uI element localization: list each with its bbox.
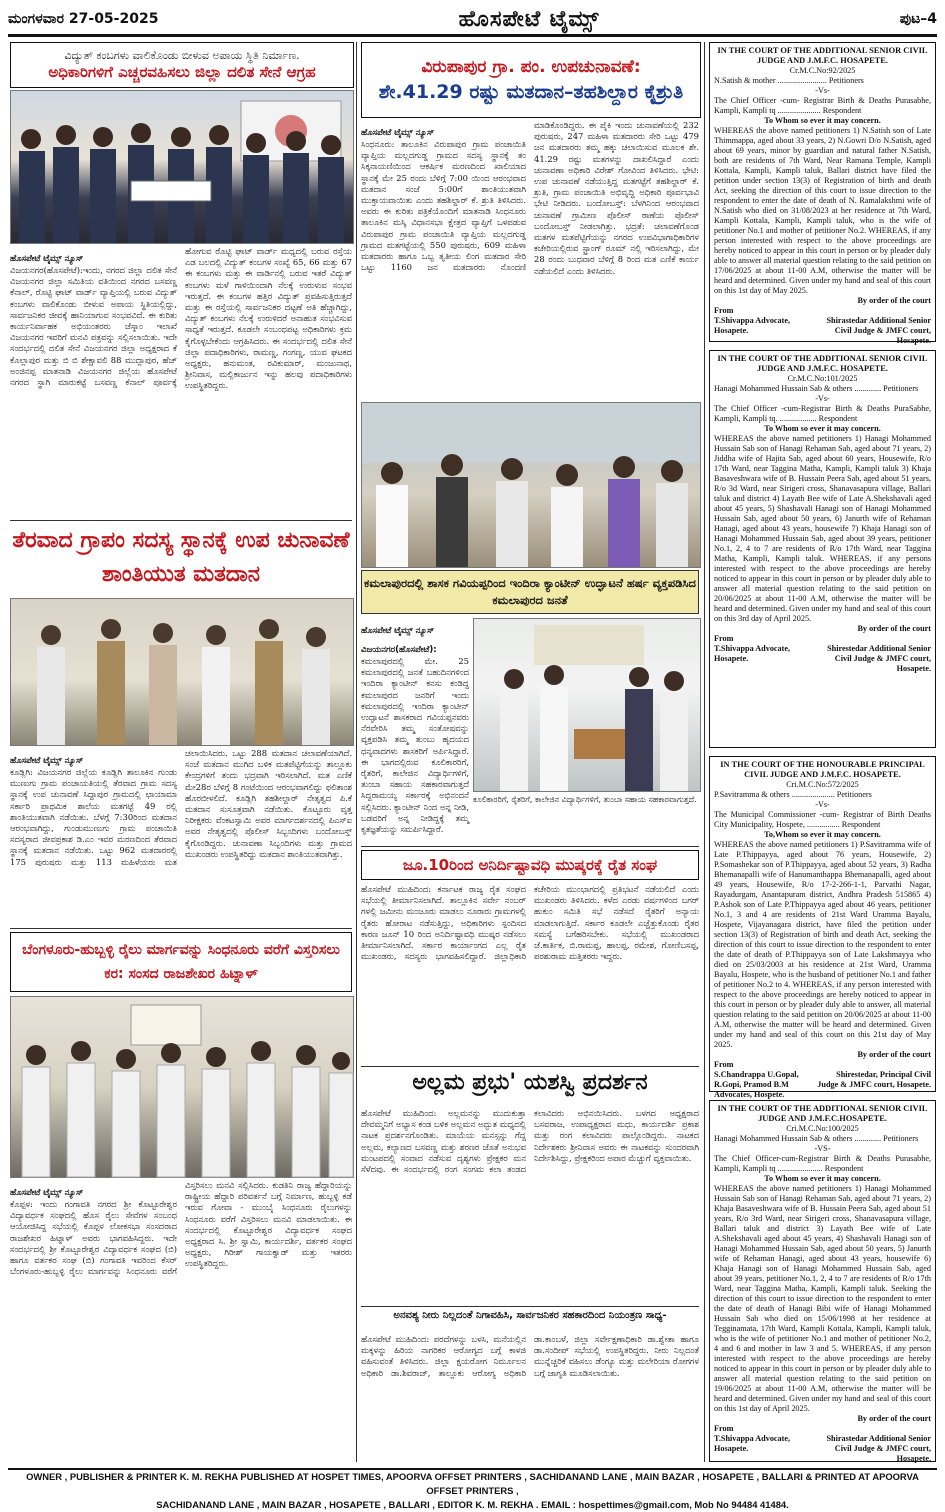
notice-vs: -Vs- bbox=[815, 800, 830, 809]
section-divider bbox=[10, 520, 352, 521]
story3-headline: ಬೆಂಗಳೂರು-ಹುಬ್ಬಳ್ಳಿ ರೈಲು ಮಾರ್ಗವನ್ನು ಸಿಂಧನೂರು ವರೆಗೆ ವಿಸ್ತರಿಸಲು ಕರ: ಸಂಸದ ರಾಜಶೇಖರ ಹಿಟ್ನಾಳ್ bbox=[22, 942, 340, 982]
story1-byline: ಹೊಸಪೇಟೆ ಟೈಮ್ಸ್ ನ್ಯೂಸ್ bbox=[10, 254, 84, 264]
notice-to: To,Whom so ever it may concern. bbox=[764, 830, 881, 839]
notice-court: IN THE COURT OF THE HONOURABLE PRINCIPAL CIVIL JUDGE AND J.M.F.C. HOSAPETE. bbox=[720, 760, 925, 779]
notice-from: From bbox=[714, 306, 734, 315]
notice-case-number: Cri.M.C.No:572/2025 bbox=[786, 780, 859, 789]
story1-headline: ಅಧಿಕಾರಿಗಳಿಗೆ ಎಚ್ಚರವಹಿಸಲು ಜಿಲ್ಲಾ ದಲಿತ ಸೇನೆ ಆಗ್ರಹ bbox=[48, 63, 316, 81]
story2-byline: ಹೊಸಪೇಟೆ ಟೈಮ್ಸ್ ನ್ಯೂಸ್ bbox=[10, 756, 84, 766]
section-divider bbox=[10, 928, 352, 929]
story3-headline-box bbox=[10, 932, 352, 992]
notice-from: From bbox=[714, 1424, 734, 1433]
notice-court: IN THE COURT OF THE ADDITIONAL SENIOR CIVIL JUDGE AND J.M.F.C. HOSAPETE. bbox=[717, 354, 928, 373]
notice-advocate: T.Shivappa Advocate, Hosapete. bbox=[714, 316, 791, 335]
legal-notice-2 bbox=[709, 350, 936, 748]
notice-order: By order of the court bbox=[857, 624, 931, 633]
notice-advocate: S.Chandrappa U.Gopal, R.Gopi, Pramod B.M Advocates, Hospete. bbox=[714, 1070, 799, 1099]
notice-to: To Whom so ever it may concern. bbox=[764, 116, 881, 125]
voters-illustration bbox=[362, 403, 700, 567]
polling-officials-illustration bbox=[11, 599, 353, 745]
story2-body bbox=[10, 748, 352, 924]
notice-petitioner: Hanagi Mohammed Hussain Sab & others ............. Petitioners bbox=[714, 1134, 919, 1143]
imprint-line-1: OWNER , PUBLISHER & PRINTER K. M. REKHA PUBLISHED AT HOSPET TIMES, APOORVA OFFSET PRINTERS , SACHIDANAND LANE , MAIN BAZAR , HOSAPETE , BALLARI & PRINTED AT APOORVA OFFSET PRINTERS , bbox=[26, 1471, 919, 1496]
story2-photo bbox=[10, 598, 354, 746]
notice-body: WHEREAS the above named petitioners 1) N.Satish son of Late Thimmappa, aged about 33 years, 2) N.Gowri D/o N.Satish, aged about 69 years, minor by guardian and natural father N.Satish, both are residents of 7th Ward, Near Ramana Temple, Kampli Kottala, Kampli, Kampli taluk, Ballari district have filed the petition under section 13(3) of Registration of birth and death Act, seeking the direction of this court to issue direction to the respondent to enter the date of death of N. Ramalakshmi wife of N.Satish who died on 31/08/2023 at her residence at 7th Ward, Kampli Kottala, Kampli, Kampli taluk, who is the wife of petitioner No.1 and mother of petitioner No.2. WHEREAS, if any person interested with respect to the above proceedings are hereby noticed to appear in this court in person or by pleader duly able to answer all material question relating to the said petition on 17/06/2025 at about 11-00 A.M, otherwise the matter will be heard and determined. Given under my hand and seal of this court on this 1st day of May 2025. bbox=[714, 126, 931, 295]
notice-signatory: Shirestedar Additional Senior Civil Judge & JMFC court, Hosapete. bbox=[827, 644, 931, 673]
story3-photo bbox=[10, 996, 354, 1178]
issue-date: ಮಂಗಳವಾರ 27-05-2025 bbox=[8, 11, 159, 27]
story6-text: ಹೊಸಪೇಟೆ ಮುಹಿದಿಂದ: ಕರ್ನಾಟಕ ರಾಜ್ಯ ರೈತ ಸಂಘದ ಸಭೆಯಲ್ಲಿ ತೀರ್ಮಾನಿಸಲಾಗಿದೆ. ತಾಲ್ಲೂಕಿನ ಸರ್ವೇ ನಂಬರ್ ಗಳಲ್ಲಿ ಜಮೀನು ಮಂಜೂರು ಮಾಡಲು ನೂರಾರು ಗ್ರಾಮಗಳಲ್ಲಿ ರೈತರು ಹೋರಾಟ ನಡೆಸುತ್ತಿದ್ದು, ಅಧಿಕಾರಿಗಳು ಸ್ಪಂದಿಸದ ಕಾರಣ ಜೂನ್ 10 ರಿಂದ ಅನಿರ್ದಿಷ್ಟಾವಧಿ ಮುಷ್ಕರ ನಡೆಸಲು ತೀರ್ಮಾನಿಸಲಾಗಿದೆ. ಸರ್ಕಾರ ಕಾರ್ಯಾಂಗದ ಎಲ್ಲ ರೈತ ಮುಖಂಡರು, ಸದಸ್ಯರು ಭಾಗವಹಿಸಲಿದ್ದಾರೆ. ಜಿಲ್ಲಾಧಿಕಾರಿ ಕಚೇರಿಯ ಮುಂಭಾಗದಲ್ಲಿ ಪ್ರತಿಭಟನೆ ನಡೆಯಲಿದೆ ಎಂದು ಮುಖಂಡರು ತಿಳಿಸಿದರು. ಕಳೆದ ಎರಡು ವರ್ಷಗಳಿಂದ ಬಗರ್ ಹುಕುಂ ಸಮಿತಿ ಸಭೆ ನಡೆಸದೆ ರೈತರಿಗೆ ಅನ್ಯಾಯ ಮಾಡಲಾಗುತ್ತಿದೆ. ಸರ್ಕಾರ ಕೂಡಲೇ ಎಚ್ಚೆತ್ತುಕೊಂಡು ರೈತರ ಸಮಸ್ಯೆ ಬಗೆಹರಿಸಬೇಕು. ಸಭೆಯಲ್ಲಿ ಮುಖಂಡರಾದ ಜೆ.ಕಾರ್ತಿಕ, ಬಿ.ರಾಮಪ್ಪ, ಹಾಲಪ್ಪ, ರಮೇಶ, ಗೋಣಿಬಸಪ್ಪ, ಪರಶುರಾಮ ಮತ್ತಿತರರು ಇದ್ದರು. bbox=[361, 884, 699, 962]
masthead-bar bbox=[8, 4, 937, 37]
newspaper-name: ಹೊಸಪೇಟೆ ಟೈಮ್ಸ್ bbox=[458, 6, 600, 32]
story1-text: ವಿಜಯನಗರ(ಹೊಸಪೇಟೆ):ಇಂದು, ನಗರದ ಜಿಲ್ಲಾ ದಲಿತ ಸೇನೆ ವಿಜಯನಗರ ಜಿಲ್ಲಾ ಸಮಿತಿಯ ವತಿಯಿಂದ ನಗರದ ಬಸವಣ್ಣ ಕೆನಾಲ್, ರೊಟ್ಟಿ ಘಾಟ್ ವಾರ್ಡ್ ವ್ಯಾಪ್ತಿಯಲ್ಲಿ ಬರುವ ವಿದ್ಯುತ್ ಕಂಬಗಳು ವಾಲಿಕೊಂಡು ಬೀಳುವ ಅಪಾಯ ಸ್ಥಿತಿಯಲ್ಲಿದ್ದು, ಸಾರ್ವಜನಿಕರ ಜೀವಕ್ಕೆ ಹಾನಿಯಾಗುವ ಸಂಭವವಿದೆ. ಈ ಕುರಿತು ಕಾರ್ಯನಿರ್ವಾಹಕ ಅಭಿಯಂತರರು ಜೆಸ್ಕಾಂ ಇಲಾಖೆ ವಿಜಯನಗರ ಇವರಿಗೆ ಮನವಿ ಪತ್ರವನ್ನು ಸಲ್ಲಿಸಲಾಯಿತು. ಇದೇ ಸಂದರ್ಭದಲ್ಲಿ ದಲಿತ ಸೇನೆ ವಿಜಯನಗರ ಜಿಲ್ಲಾ ಅಧ್ಯಕ್ಷರಾದ ಕೆ ಕೊಲ್ಲಾಪುರ ಮತ್ತು ಬಿ ಬಿ ಶೇಕ್ಷಾವಲಿ 88 ಮುದ್ಲಾಪುರ, ಹೆಚ್ ಅಂಜಿನಪ್ಪ ಮಾತನಾಡಿ ವಿಜಯನಗರ ಜಿಲ್ಲೆಯ ಹೊಸಪೇಟೆ ನಗರದ ಸ್ಥಾಗಿ ಮಾರುಕಟ್ಟೆ ಬಸವಣ್ಣ ಕೆನಾಲ್ ಪೂರ್ವಕ್ಕೆ ಹೋಗುವ ರೊಟ್ಟಿ ಘಾಟ್ ವಾರ್ಡ್ ಮಧ್ಯದಲ್ಲಿ ಬರುವ ರಸ್ತೆಯ ಎಡ ಬಲದಲ್ಲಿ ವಿದ್ಯುತ್ ಕಂಬಗಳ ಸಂಖ್ಯೆ 65, 66 ಮತ್ತು 67 ಈ ಕಂಬಗಳು ಮತ್ತು ಈ ವಾರ್ಡಿನಲ್ಲಿ ಬರುವ ಇತರೆ ವಿದ್ಯುತ್ ಕಂಬಗಳು ಮಳೆ ಗಾಳಿಯಿಂದಾಗಿ ನೆಲಕ್ಕೆ ಉರುಳುವ ಸಂಭವ ಇರುತ್ತದೆ. ಈ ಕಂಬಗಳ ಹತ್ತಿರ ವಿದ್ಯುತ್ ಪ್ರವಹಿಸುತ್ತಿರುತ್ತದೆ ಮತ್ತು ಈ ರಸ್ತೆಯಲ್ಲಿ ಸಾರ್ವಜನಿಕರ ದಟ್ಟಣೆ ಅತಿ ಹೆಚ್ಚಾಗಿದ್ದು, ವಿದ್ಯುತ್ ಕಂಬಗಳು ನೆಲಕ್ಕೆ ಉರುಳಿದರೆ ಅನಾಹುತ ಸಂಭವಿಸುವ ಸಾಧ್ಯತೆ ಇರುತ್ತದೆ. ಕೂಡಲೇ ಸಂಬಂಧಪಟ್ಟ ಅಧಿಕಾರಿಗಳು ಕ್ರಮ ಕೈಗೊಳ್ಳಬೇಕೆಂದು ಆಗ್ರಹಿಸಿದರು. ಈ ಸಂದರ್ಭದಲ್ಲಿ ದಲಿತ ಸೇನೆ ಜಿಲ್ಲಾ ಪದಾಧಿಕಾರಿಗಳು, ರಾಮಣ್ಣ, ಗಂಗಣ್ಣ, ಯುವ ಘಟಕದ ಅಧ್ಯಕ್ಷರು, ಹನುಮಂತ, ರವಿಕುಮಾರ್, ಮಂಜುನಾಥ, ಶ್ರೀನಿವಾಸ, ಮಲ್ಲಿಕಾರ್ಜುನ ಇನ್ನು ಹಲವು ಪದಾಧಿಕಾರಿಗಳು ಉಪಸ್ಥಿತರಿದ್ದರು. bbox=[10, 246, 352, 391]
story5-headline-box bbox=[361, 570, 699, 614]
story7-text: ಹೊಸಪೇಟೆ ಮುಹಿದಿಂದ: ಅಲ್ಲಮನನ್ನು ಮುದುಕುತ್ತಾ ದೇವಮ್ಮನಿಗೆ ಅಭ್ಯಾಸ ಕಂಡ ಬಳಿಕ ಅಲ್ಲಮನ ಅದ್ಭುತ ಮಧ್ಯದಲ್ಲಿ ನಾಟಕ ಪ್ರದರ್ಶನಗೊಂಡಿತು. ಮಾಯೆಯ ಮನಸ್ಸನ್ನು ಗೆದ್ದ ಅಲ್ಲಮ, ಕಲ್ಯಾಣದ ಬಸವಣ್ಣ ಮತ್ತು ಶರಣರ ಜೊತೆ ಅನುಭವ ಮಂಟಪದಲ್ಲಿ ಸಂವಾದ ನಡೆಸುವ ದೃಶ್ಯಗಳು ಪ್ರೇಕ್ಷಕರ ಮನ ಸೆಳೆದವು. ಈ ಸಂದರ್ಭದಲ್ಲಿ ರಂಗ ಸಂಗಮ ಕಲಾ ತಂಡದ ಕಲಾವಿದರು ಅಭಿನಯಿಸಿದರು. ಬಳಗದ ಅಧ್ಯಕ್ಷರಾದ ಬಸವರಾಜ, ಉಪಾಧ್ಯಕ್ಷರಾದ ಮಧು, ಕಾರ್ಯದರ್ಶಿ ಪ್ರಕಾಶ ಮತ್ತು ರಂಗ ಕಲಾವಿದರು ಪಾಲ್ಗೊಂಡಿದ್ದರು. ನಾಟಕದ ನಿರ್ದೇಶಕರು ಶ್ರೀನಿವಾಸ ಅವರು ಈ ನಾಟಕವನ್ನು ಸುಂದರವಾಗಿ ನಿರ್ದೇಶಿಸಿದ್ದು, ಪ್ರೇಕ್ಷಕರಿಂದ ಅಪಾರ ಮೆಚ್ಚುಗೆ ವ್ಯಕ್ತವಾಯಿತು. bbox=[361, 1108, 699, 1175]
story5-photo bbox=[473, 618, 701, 792]
imprint-footer bbox=[8, 1468, 937, 1510]
story3-text: ಕೊಪ್ಪಳ: ಇಂದು ಗಂಗಾವತಿ ನಗರದ ಶ್ರೀ ಕೊಟ್ಟೂರೇಶ್ವರ ವಿದ್ಯಾವರ್ಧಕ ಸಂಘದಲ್ಲಿ ಹೊಸ ರೈಲು ಸೇವೆಗಳ ಸಂಬಂಧ ಆಯೋಜಿಸಿದ್ದ ಸಭೆಯಲ್ಲಿ ಕೊಪ್ಪಳ ಲೋಕಸಭಾ ಸಂಸದರಾದ ರಾಜಶೇಖರ ಹಿಟ್ನಾಳ್ ಅವರು ಭಾಗವಹಿಸಿದ್ದರು. ಇದೇ ಸಂದರ್ಭದಲ್ಲಿ ಶ್ರೀ ಕೊಟ್ಟೂರೇಶ್ವರ ವಿದ್ಯಾವರ್ಧಕ ಸಂಘದ (ಬಿ) ಹಾಗೂ ವರ್ತಕರ ಸಂಘ (ಬಿ) ಗಂಗಾವತಿ ಇವರಿಂದ ಕೆಸರ್ ಬೆಂಗಳೂರು-ಹುಬ್ಬಳ್ಳಿ ರೈಲು ಮಾರ್ಗವನ್ನು ಸಿಂಧನೂರು ವರೆಗೆ ವಿಸ್ತರಿಸಲು ಮನವಿ ಸಲ್ಲಿಸಿದರು. ಕುಡತಿನಿ ರಾಜ್ಯ ಹೆದ್ದಾರಿಯನ್ನು ರಾಷ್ಟ್ರೀಯ ಹೆದ್ದಾರಿ ಪರಿವರ್ತನೆ ಬಗ್ಗೆ ನಿರ್ಮಾಣ, ಹುಬ್ಬಳ್ಳಿ ಕಡೆ ಇರುವ ಗೋವಾ - ಮುಂಬೈ ಸಿಂಧನೂರು ರೈಲುಗಳನ್ನು ಸಿಂಧನೂರು ವರೆಗೆ ವಿಸ್ತರಿಸಲು ಮನವಿ ಮಾಡಲಾಯಿತು. ಈ ಸಂದರ್ಭದಲ್ಲಿ ಕೊಟ್ಟೂರೇಶ್ವರ ವಿದ್ಯಾವರ್ಧಕ ಸಂಘದ ಅಧ್ಯಕ್ಷರಾದ ಸಿ. ಶ್ರೀ ಸ್ವಾಮಿ, ಕಾರ್ಯದರ್ಶಿ, ವರ್ತಕರ ಸಂಘದ ಅಧ್ಯಕ್ಷರು, ಗಿರೀಶ್ ಗಾಯಕ್ವಾಡ್ ಮತ್ತು ಇತರರು ಉಪಸ್ಥಿತರಿದ್ದರು. bbox=[10, 1180, 352, 1277]
notice-body: WHEREAS the above named petitioners 1) P.Savitramma wife of Late P.Thippayya, aged about 76 years, Housewife, 2) P.Somashekar son of P.Thippayya, aged about 52 years, 3) Radha Bhemanapalli wife of Hanumanthappa Bhemanapalli, aged about 49 years, Housewife, R/o 17-2-266-1-1, Parvathi Nagar, Rayadurgam, Anantapuram district, Andhra Pradesh 515865 4) P.Ashok son of Late P.Thippayya aged about 46 years, petitioner No.1, 3 and 4 are residents of 21st Ward Uramma Bayalu, Hospete, Vijayanagara district, have filed the petition under section 13(3) of Registration of birth and death Act, seeking the direction of this court to issue direction to the respondent to enter the date of death of P.Thippayya son of Late Lakshmayya who died on 25/03/2003 at his residence at 21st Ward, Uramma Bayalu, Hospete, who is the husband of petitioner No.1 and father of petitioner No.2 to 4. WHEREAS, if any person interested with respect to the above proceedings are hereby noticed to appear in this court in person or by pleader duly able to answer, all material question relating to the said petition on 20/06/2025 at about 11-00 A.M, otherwise the matter will be heard and determined. Given under my hand and seal of this court on this 21st day of May 2025. bbox=[714, 840, 931, 1049]
legal-notice-3 bbox=[709, 756, 936, 1099]
notice-vs: -Vs- bbox=[815, 394, 830, 403]
story5-headline: ಕಮಲಾಪುರದಲ್ಲಿ ಶಾಸಕ ಗವಿಯಪ್ಪರಿಂದ ಇಂದಿರಾ ಕ್ಯಾಂಟೀನ್ ಉದ್ಘಾಟನೆ ಹರ್ಷ ವ್ಯಕ್ತಪಡಿಸಿದ ಕಮಲಾಪುರದ ಜನತೆ bbox=[364, 576, 696, 607]
story3-body bbox=[10, 1180, 352, 1462]
notice-signatory: Shirestedar, Principal Civil Judge & JMFC court, Hosapete. bbox=[817, 1070, 931, 1089]
story2-headline-box bbox=[10, 524, 352, 594]
notice-order: By order of the court bbox=[857, 1050, 931, 1059]
story7-headline: ಅಲ್ಲಮ ಪ್ರಭು' ಯಶಸ್ವಿ ಪ್ರದರ್ಶನ bbox=[412, 1070, 648, 1095]
notice-order: By order of the court bbox=[857, 1414, 931, 1423]
story3-byline: ಹೊಸಪೇಟೆ ಟೈಮ್ಸ್ ನ್ಯೂಸ್ bbox=[10, 1188, 84, 1198]
section-divider bbox=[361, 846, 699, 847]
section-divider bbox=[361, 1306, 699, 1307]
story2-text: ಕೂಡ್ಲಿಗಿ: ವಿಜಯನಗರ ಜಿಲ್ಲೆಯ ಕೂಡ್ಲಿಗಿ ತಾಲೂಕಿನ ಗುಂಡು ಮುಣುಗು ಗ್ರಾಮ ಪಂಚಾಯತಿಯಲ್ಲಿ ತೆರವಾದ ಗ್ರಾಮ ಸದಸ್ಯ ಸ್ಥಾನಕ್ಕೆ ಉಪ ಚುನಾವಣೆ ಸಿದ್ದಾಪುರ ಗ್ರಾಮದಲ್ಲಿ ಛಾಯಾಮಾ ಸರ್ಕಾರಿ ಪ್ರಾಥಮಿಕ ಶಾಲೆಯ ಮತಗಟ್ಟೆ 49 ರಲ್ಲಿ ಶಾಂತಿಯುತವಾಗಿ ನಡೆಯಿತು. ಬೆಳಗ್ಗೆ 7:30ರಿಂದ ಮತದಾನ ಆರಂಭವಾಗಿದ್ದು, ಗುಂಡುಮುಣುಗು ಗ್ರಾಮ ಪಂಚಾಯಿತಿ ಸದಸ್ಯರಾದ ಜೀವಪ್ರಕಾಶ ಡಿ.ಎಂ ಇವರ ಮರಣದಿಂದ ತೆರವಾದ ಸ್ಥಾನಕ್ಕೆ ಮತದಾನ ನಡೆಯಿತು. ಒಟ್ಟು 962 ಮತದಾರರಲ್ಲಿ 175 ಪುರುಷರು ಮತ್ತು 113 ಮಹಿಳೆಯರು ಮತ ಚಲಾಯಿಸಿದರು. ಒಟ್ಟು 288 ಮತದಾನ ಚಲಾವಣೆಯಾಗಿದೆ. ಸಂಜೆ ಮತದಾನ ಮುಗಿದ ಬಳಿಕ ಮತಪೆಟ್ಟಿಗೆಯನ್ನು ತಾಲ್ಲೂಕು ಕೇಂದ್ರಗಳಿಗೆ ತಂದು ಭದ್ರವಾಗಿ ಇರಿಸಲಾಗಿದೆ. ಮತ ಎಣಿಕೆ ಮೇ28ರ ಬೆಳಿಗ್ಗೆ 8 ಗಂಟೆಯಿಂದ ಆರಂಭವಾಗಲಿದ್ದು ಫಲಿತಾಂಶ ಹೊರಬೀಳಲಿದೆ. ಕೂಡ್ಲಿಗಿ ತಹಶೀಲ್ದಾರ್ ನೇತೃತ್ವದ ಪಿ.ಕೆ ಮತದಾನ ಸುಸೂತ್ರವಾಗಿ ನಡೆಯಿತು. ಕೊಟ್ಟೂರು ವೃತ್ತ ನಿರೀಕ್ಷಕರು ವೆಂಕಟಸ್ವಾಮಿ ಅವರ ಮಾರ್ಗದರ್ಶನದಲ್ಲಿ ಪಿಎಸ್ಐ ಅವರ ನೇತೃತ್ವದಲ್ಲಿ ಪೊಲೀಸ್ ಸಿಬ್ಬಂದಿಗಳು ಬಂದೋಬಸ್ತ್ ಕೈಗೊಂಡಿದ್ದರು. ಚುನಾವಣಾ ಸಿಬ್ಬಂದಿಗಳು ಮತ್ತು ಗ್ರಾಮದ ಮುಖಂಡರು ಉಪಸ್ಥಿತರಿದ್ದು ಮತದಾನ ಶಾಂತಿಯುತವಾಗಿತ್ತು. bbox=[10, 748, 352, 867]
page-number: ಪುಟ–4 bbox=[899, 11, 937, 27]
notice-signatory: Shirastedar Additional Senior Civil Judge & JMFC court, Hosapete. bbox=[826, 1434, 931, 1463]
story4-body bbox=[361, 120, 699, 398]
story7-headline-box bbox=[361, 1070, 699, 1104]
notice-signatory: Shirastedar Additional Senior Civil Judge & JMFC court, Hosapete. bbox=[826, 316, 931, 345]
story4-text: ಸಿಂಧನೂರು: ತಾಲೂಕಿನ ವಿರುಪಾಪುರ ಗ್ರಾಮ ಪಂಚಾಯಿತಿ ವ್ಯಾಪ್ತಿಯ ಮಲ್ಲದಗುಡ್ಡ ಗ್ರಾಮದ ಸದಸ್ಯ ಸ್ಥಾನಕ್ಕೆ ತಂ ಸಿಕ್ಕನಾಯಣಿಯಿಂದ ಆಕರ್ಷಿಕ ಮರಣದಿಂದ ಖಾಲಿಯಾದ ಸ್ಥಾನಕ್ಕೆ ಮೇ 25 ರಂದು ಬೆಳಿಗ್ಗೆ 7:00 ಯಿಂದ ಆರಂಭವಾದ ಮತದಾನ ಸಂಜೆ 5:00ಗೆ ಶಾಂತಿಯುತವಾಗಿ ಮುಕ್ತಾಯವಾಯಿತು ಎಂದು ತಹಶಿಲ್ದಾರ್ ಕೆ. ಶ್ರುತಿ ತಿಳಿಸಿದರು. ಅವರು ಈ ಕುರಿತು ಪತ್ರಿಕೆಯೊಂದಿಗೆ ಮಾತನಾಡಿ ಸಿಂಧನೂರು ತಾಲೂಕಿನ ಮಸ್ಕಿ ವಿಧಾನಸಭಾ ಕ್ಷೇತ್ರದ ವ್ಯಾಪ್ತಿಗೆ ಒಳಪಡುವ ವಿರುಪಾಪುರ ಗ್ರಾಮ ಪಂಚಾಯಿತಿ ವ್ಯಾಪ್ತಿಯ ಮಲ್ಲದಗುಡ್ಡ ಗ್ರಾಮದ ಮತಗಟ್ಟೆಯಲ್ಲಿ 550 ಪುರುಷರು, 609 ಮಹಿಳಾ ಮತದಾರರು ಹಾಗೂ ಒಬ್ಬ ತೃತೀಯ ಲಿಂಗ ಮತದಾರ ಸೇರಿ ಒಟ್ಟು 1160 ಜನ ಮತದಾರರು ನೊಂದಣಿ ಮಾಡಿಕೊಂಡಿದ್ದರು. ಈ ಪೈಕಿ ಇಂದು ಚುನಾವಣೆಯಲ್ಲಿ 232 ಪುರುಷರು, 247 ಮಹಿಳಾ ಮತದಾರರು ಸೇರಿ ಒಟ್ಟು 479 ಜನ ಮತದಾರರು ತಮ್ಮ ಹಕ್ಕು ಚಲಾಯಿಸುವ ಮೂಲಕ ಶೇ. 41.29 ರಷ್ಟು ಮತಗಳನ್ನು ದಾಖಲಿಸಿದ್ದಾರೆ ಎಂದು ಚುನಾವಣಾ ಅಧಿಕಾರಿ ವಿರೇಶ್ ಗೋವಿಂದ ತಿಳಿಸಿದರು. ಭೇಟಿ: ಉಪ ಚುನಾವಣೆ ನಡೆಯುತ್ತಿದ್ದ ಮತಗಟ್ಟೆಗೆ ತಹಶಿಲ್ದಾರ್ ಕೆ. ಶ್ರುತಿ, ಗ್ರಾಮ ಪಂಚಾಯಿತಿ ಅಭಿವೃದ್ಧಿ ಅಧಿಕಾರಿ ಪೂರ್ವಭಾವಿ ಭೇಟಿ ನೀಡಿದರು. ಬಂದೋಬಸ್ತ್: ಬೆಳಗಿನಿಂದ ಆರಂಭವಾದ ಚುನಾವಣೆ ಗ್ರಾಮೀಣ ಪೊಲೀಸ್ ಠಾಣೆಯ ಪೊಲೀಸ್ ಬಂದೋಬಸ್ತ್ ನೀಡಲಾಗಿತ್ತು. ಭದ್ರತೆ: ಚಲಾವಣೆಗೊಂಡ ಮತಗಳ ಮತಪೆಟ್ಟಿಗೆಯನ್ನು ನಗರದ ಉಪವಿಭಾಗಾಧಿಕಾರಿಗಳ ಕಚೇರಿಯಲ್ಲಿರುವ ಸ್ಟ್ರಾಂಗ್ ರೂಮ್ ನಲ್ಲಿ ಇರಿಸಲಾಗಿದ್ದು, ಮೇ 28 ರಂದು ಬುಧವಾರ ಬೆಳಿಗ್ಗೆ 8 ರಿಂದ ಮತ ಎಣಿಕೆ ಕಾರ್ಯ ನಡೆಯಲಿದೆ ಎಂದು ತಿಳಿಸಿದರು. bbox=[361, 120, 699, 276]
notice-case-number: Cr.M.C.No:101/2025 bbox=[787, 374, 858, 383]
notice-body: WHEREAS the above named petitioners 1) Hanagi Mohammed Hussain Sab son of Hanagi Rehaman Sab, aged about 71 years, 2) Jiddha wife of Hajita Sab, aged about 60 years, Housewife, R/o 17th Ward, near Taggina Matha, Kampli, Kampli taluk 3) Khaja Basaveshwara wife of B. Hussain Peera Sab, aged about 51 years, R/o 3d Ward, near Sirigeri cross, Shanavasapura village, Ballari taluk and district 4) Layath Bee wife of Late A.Shekshavali aged about 45 years, 5) Shashavali Hanagi son of Hanagi Mohammed Hussain Sab, aged about 50 years, 6) Janurth wife of Rehaman Hanagi, aged about 43 years, housewife 7) Khaja Hanagi son of Hanagi Mohammed Hussain Sab, aged about 39 years, petitioner No.1, 2, 4 to 7 are residents of R/o 17th Ward, near Taggina Matha, Kampli, Kampli taluk. WHEREAS, if any persons interested with respect to the above proceedings are hereby noticed to appear in this court in person or by pleader duly able to answer all material question relating to the said petition on 20/06/2025 at about 11-00 A.M, otherwise the matter will be heard and determined. Given under my hand and seal of this court on this 3rd day of April 2025. bbox=[714, 434, 931, 623]
notice-case-number: Cri.M.C.No:100/2025 bbox=[786, 1124, 859, 1133]
legal-notice-4 bbox=[709, 1100, 936, 1462]
notice-petitioner: Hanagi Mohammed Hussain Sab & others ............. Petitioners bbox=[714, 384, 919, 393]
notice-case-number: Cr.M.C.No:92/2025 bbox=[789, 66, 856, 75]
notice-respondent: The Chief Officer-cum-Registrar Birth & Deaths Purasabhe, Kampli, Kampli tq ...................... Respondent bbox=[714, 1154, 931, 1173]
story1-headline-box bbox=[10, 42, 354, 88]
notice-advocate: T.Shivappa Advocate, Hosapete. bbox=[714, 1434, 791, 1453]
notice-petitioner: N.Satish & mother ........................ Petitioners bbox=[714, 76, 864, 85]
notice-court: IN THE COURT OF THE ADDITIONAL SENIOR CIVIL JUDGE AND J.M.F.C. HOSAPETE. bbox=[717, 46, 928, 65]
notice-petitioner: P.Savitramma & others ..................... Petitioners bbox=[714, 790, 872, 799]
section-divider bbox=[361, 1066, 699, 1067]
story5-body bbox=[361, 618, 469, 842]
column-rule bbox=[704, 42, 705, 1462]
notice-respondent: The Municipal Commissioner -cum- Registrar of Birth Deaths City Municipality, Hospete, ................ Respondent bbox=[714, 810, 931, 829]
story6-headline: ಜೂ.10ರಿಂದ ಅನಿರ್ದಿಷ್ಟಾವಧಿ ಮುಷ್ಕರಕ್ಕೆ ರೈತ ಸಂಘ bbox=[402, 856, 658, 874]
story5-body-continued bbox=[473, 794, 699, 842]
story1-body bbox=[10, 246, 352, 516]
story1-photo bbox=[10, 90, 354, 244]
story8-headline: ಅನವಶ್ಯ ನೀರು ನಿಲ್ಲದಂತೆ ನಿಗಾವಹಿಸಿ, ಸಾರ್ವಜನಿಕರ ಸಹಕಾರದಿಂದ ನಿಯಂತ್ರಣ ಸಾಧ್ಯ- bbox=[393, 1310, 667, 1321]
notice-from: From bbox=[714, 1060, 734, 1069]
story4-byline: ಹೊಸಪೇಟೆ ಟೈಮ್ಸ್ ನ್ಯೂಸ್ bbox=[361, 128, 435, 138]
notice-order: By order of the court bbox=[857, 296, 931, 305]
notice-respondent: The Chief Officer -cum- Registrar Birth & Deaths Purasabhe, Kampli, Kampli tq ..................... Respondent bbox=[714, 96, 931, 115]
story4-photo bbox=[361, 402, 701, 568]
notice-court: IN THE COURT OF THE ADDITIONAL SENIOR CIVIL JUDGE AND J.M.F.C.HOSAPETE. bbox=[717, 1104, 928, 1123]
story4-headline-box bbox=[361, 42, 701, 118]
notice-to: To Whom so ever it may concern. bbox=[764, 424, 881, 433]
notice-body: WHEREAS the above named petitioners 1) Hanagi Mohammed Hussain Sab son of Hanagi Rehaman Sab, aged about 71 years, 2) Khaja Basaveshwara wife of B. Hussain Peera Sab, aged about 51 years, R/o 3rd Ward, near Sirigeri cross, Shanavasapura village, Ballari taluk and district 3) Layath Bee wife of Late A.Shekshavali aged about 45 years, 4) Shashavali Hanagi son of Hanagi Mohammed Hussain Sab, aged about 50 years, 5) Janurth wife of Rehaman Hanagi, aged about 43 years, housewife 6) Khaja Hanagi son of Hanagi Mohammed Hussain Sab, aged about 39 years, petitioner No.1, 2, 4 to 7 are residents of R/o 17th Ward, near Taggina Matha, Kampli, Kampli taluk. Seeking the direction of this court to issue direction to the respondent to enter the date of death of Hanagi Bibi wife of Hanagi Mohammed Hussain Sab who died on 15/06/1998 at her residence at Tegginamata, 17th Ward, Kampli Kottala, Kampli, Kampli taluk, who is the wife of petitioner No.1 and mother of petitioner No.2, 4 and 6 and mother in law 3 and 5. WHEREAS, if any person interested with respect to the above proceedings are hereby noticed to appear in this court in person or by pleader duly able to answer all material question relating to the said petition on 19/06/2025 at about 11-00 A.M, otherwise the matter will be heard and determined. Given under my hand and seal of this court on this 1st day of April 2025. bbox=[714, 1184, 931, 1413]
story4-headline: ಶೇ.41.29 ರಷ್ಟು ಮತದಾನ–ತಹಶಿಲ್ದಾರ ಕೈಶ್ರುತಿ bbox=[378, 81, 684, 103]
notice-from: From bbox=[714, 634, 734, 643]
notice-advocate: T.Shivappa Advocate, Hosapete. bbox=[714, 644, 791, 663]
notice-vs: -Vs- bbox=[815, 86, 830, 95]
imprint-line-2: SACHIDANAND LANE , MAIN BAZAR , HOSAPETE , BALLARI , EDITOR K. M. REKHA . EMAIL : hospettimes@gmail.com, Mob No 94484 41484. bbox=[156, 1499, 789, 1510]
story5-byline: ಹೊಸಪೇಟೆ ಟೈಮ್ಸ್ ನ್ಯೂಸ್ ವಿಜಯನಗರ(ಹೊಸಪೇಟೆ): bbox=[361, 626, 437, 655]
meeting-group-illustration bbox=[11, 997, 353, 1177]
story6-body bbox=[361, 884, 699, 1062]
story8-body bbox=[361, 1334, 699, 1462]
story4-kicker: ವಿರುಪಾಪುರ ಗ್ರಾ. ಪಂ. ಉಪಚುನಾವಣೆ: bbox=[421, 57, 641, 77]
legal-notice-1 bbox=[709, 42, 936, 345]
story8-text: ಹೊಸಪೇಟೆ ಮುಹಿದಿಂದ: ಪರದೆಗಳನ್ನು ಬಳಸಿ, ಮನೆಯಲ್ಲಿನ ಮಕ್ಕಳನ್ನು ಹಿರಿಯ ನಾಗರಿಕರ ಆರೋಗ್ಯದ ಬಗ್ಗೆ ಕಾಳಜಿ ವಹಿಸುವಂತೆ ತಿಳಿಸಿದರು. ಜಿಲ್ಲಾ ಕ್ಷಯರೋಗ ನಿರ್ಮೂಲನ ಅಧಿಕಾರಿ ಡಾ.ಶಿವರಾಜ್, ತಾಲ್ಲೂಕು ಆರೋಗ್ಯ ಅಧಿಕಾರಿ ಡಾ.ಕಾಂಬಳೆ, ಜಿಲ್ಲಾ ಸರ್ವೇಕ್ಷಣಾಧಿಕಾರಿ ಡಾ.ಶ್ವೇತಾ ಹಾಗೂ ಡಾ.ಸಂದೀಪ್ ಸಭೆಯಲ್ಲಿ ಉಪಸ್ಥಿತರಿದ್ದರು. ನೀರು ನಿಲ್ಲದಂತೆ ಮುನ್ನೆಚ್ಚರಿಕೆ ವಹಿಸಲು ಡೆಂಗ್ಯೂ ಮತ್ತು ಮಲೇರಿಯಾ ರೋಗಗಳ ಬಗ್ಗೆ ಜಾಗೃತಿ ಮೂಡಿಸಲಾಯಿತು. bbox=[361, 1334, 699, 1378]
notice-to: To Whom so ever it may concern. bbox=[764, 1174, 881, 1183]
story5-text: ಕಮಲಾಪುರದಲ್ಲಿ ಮೇ. 25 ಕಮಲಾಪುರದಲ್ಲಿ ಜನತೆ ಬಹುದಿನಗಳಿಂದ ಇಂದಿರಾ ಕ್ಯಾಂಟೀನ್ ಕನಸು ಕಂಡಿದ್ದ ಕಮಲಾಪುರದ ಜನರಿಗೆ ಇಂದು ಕಮಲಾಪುರದಲ್ಲಿ ಇಂದಿರಾ ಕ್ಯಾಂಟೀನ್ ಉದ್ಘಾಟನೆ ಶಾಸಕರಾದ ಗವಿಯಪ್ಪನವರು ನೆರವೇರಿಸಿ ತಮ್ಮ ಸಂತೋಷವನ್ನು ವ್ಯಕ್ತಪಡಿಸಿ ತಮ್ಮ ತುಂಬು ಹೃದಯದ ಧನ್ಯವಾದಗಳು ಶಾಸಕರಿಗೆ ಅರ್ಪಿಸಿದ್ದಾರೆ. ಈ ಭಾಗದಲ್ಲಿರುವ ಕೂಲಿಕಾರರಿಗೆ, ರೈತರಿಗೆ, ಕಾಲೇಜಿನ ವಿದ್ಯಾರ್ಥಿಗಳಿಗೆ, ತುಂಬಾ ಸಹಾಯ ಸಹಕಾರವಾಗುತ್ತದೆ ಸಿದ್ದರಾಮಯ್ಯ ಸರ್ಕಾರಕ್ಕೆ ಅಭಿನಂದನೆ ಸಲ್ಲಿಸಿದರು. ಕ್ಯಾಂಟೀನ್ ನಿಂದ ಅನ್ನ ನೀಡಿ, ಬಡವರಿಗೆ ಅನ್ನ ನೀಡಿದ್ದಕ್ಕೆ ತಮ್ಮ ಕೃತಜ್ಞತೆಯನ್ನು ಸಮರ್ಪಿಸಿದ್ದಾರೆ. bbox=[361, 656, 469, 835]
canteen-illustration bbox=[474, 619, 700, 791]
story2-headline: ತೆರವಾದ ಗ್ರಾಪಂ ಸದಸ್ಯ ಸ್ಥಾನಕ್ಕೆ ಉಪ ಚುನಾವಣೆ ಶಾಂತಿಯುತ ಮತದಾನ bbox=[12, 528, 350, 587]
notice-vs: -VS- bbox=[814, 1144, 831, 1153]
story7-body bbox=[361, 1108, 699, 1302]
notice-respondent: The Chief Officer -cum-Registrar Birth & Deaths PuraSabhe, Kampli, Kampli tq. .................. Respondent bbox=[714, 404, 931, 423]
group-photo-illustration bbox=[11, 91, 353, 243]
column-rule bbox=[356, 42, 357, 1462]
story1-kicker: ವಿದ್ಯುತ್ ಕಂಬಗಳು ವಾಲಿಕೊಂಡು ಬೀಳುವ ಅಪಾಯ ಸ್ಥಿತಿ ನಿರ್ಮಾಣ. bbox=[64, 49, 300, 62]
story8-headline-box bbox=[361, 1310, 699, 1332]
story5-text-continued: ಕೂಲಿಕಾರರಿಗೆ, ರೈತರಿಗೆ, ಕಾಲೇಜಿನ ವಿದ್ಯಾರ್ಥಿಗಳಿಗೆ, ತುಂಬಾ ಸಹಾಯ ಸಹಕಾರವಾಗುತ್ತದೆ. bbox=[473, 795, 697, 804]
story6-headline-box bbox=[361, 850, 699, 880]
